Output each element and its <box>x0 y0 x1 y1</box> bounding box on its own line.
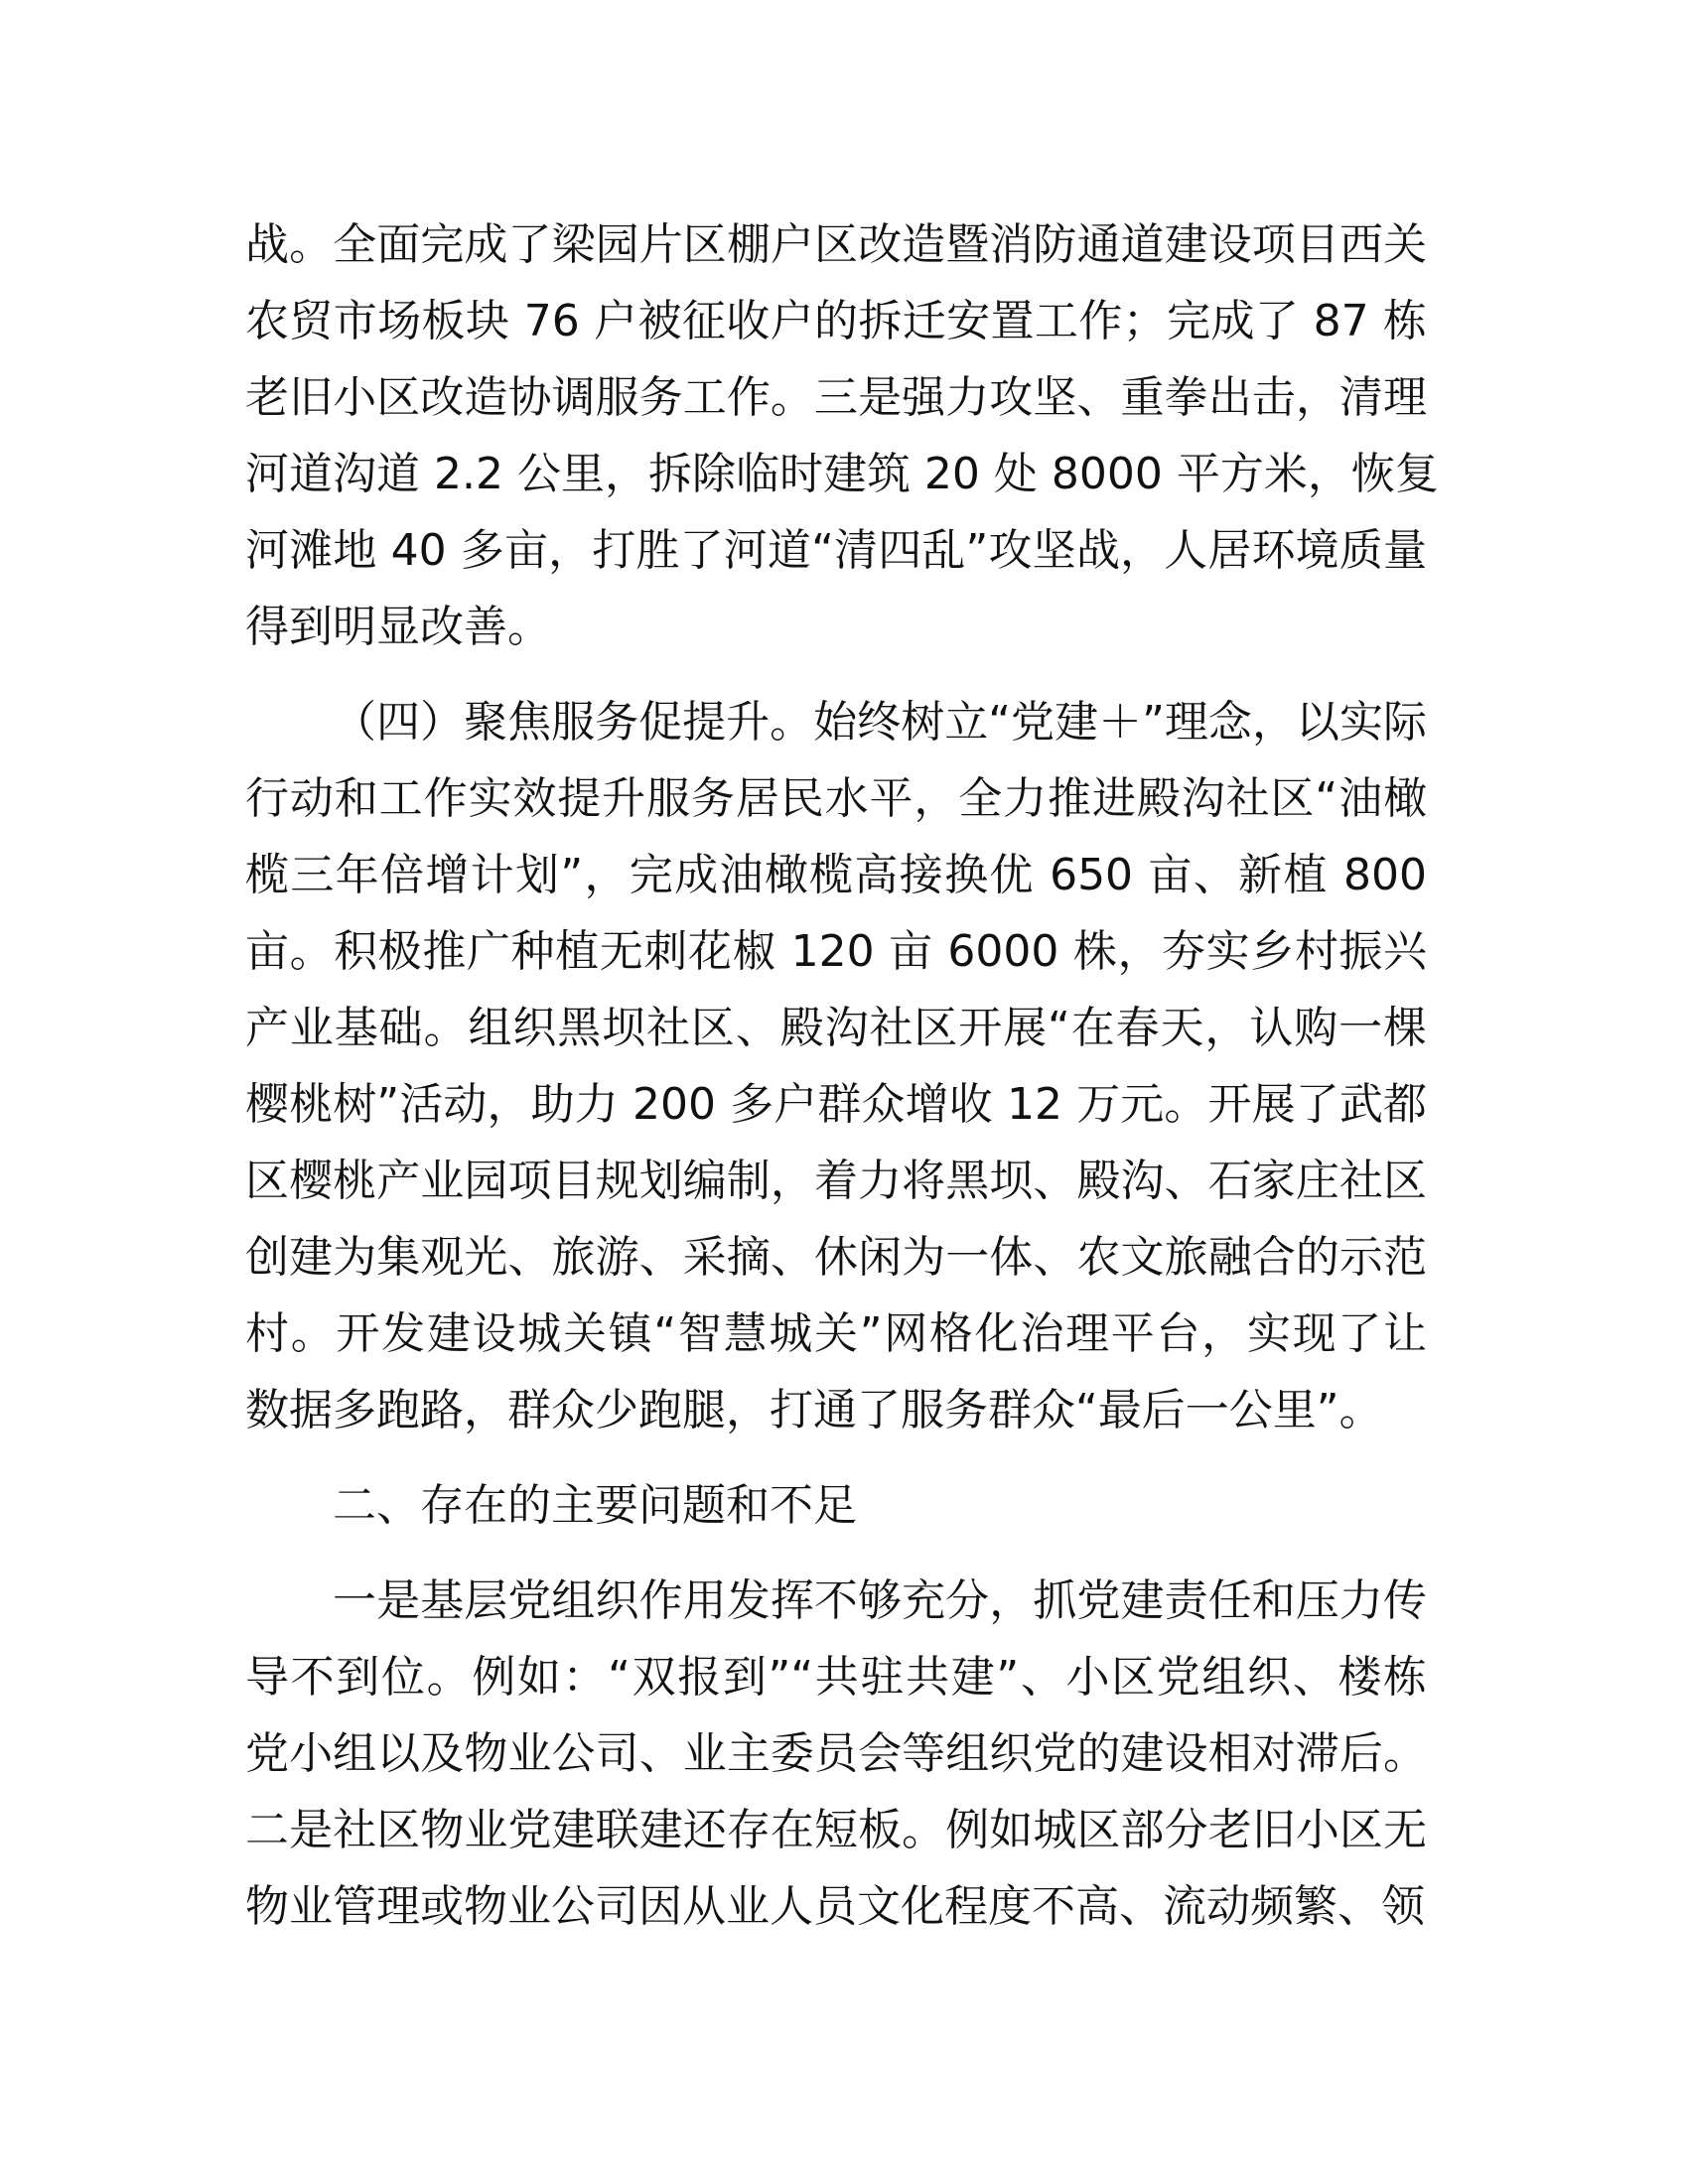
text-line: 一是基层党组织作用发挥不够充分，抓党建责任和压力传 <box>333 1575 1427 1626</box>
text-line: 河滩地 40 多亩，打胜了河道“清四乱”攻坚战，人居环境质量 <box>245 525 1427 576</box>
text-line: 数据多跑路，群众少跑腿，打通了服务群众“最后一公里”。 <box>245 1385 1383 1435</box>
text-line: 二、存在的主要问题和不足 <box>333 1480 857 1531</box>
text-line: 农贸市场板块 76 户被征收户的拆迁安置工作；完成了 87 栋 <box>245 296 1427 346</box>
text-line: 行动和工作实效提升服务居民水平，全力推进殿沟社区“油橄 <box>245 773 1427 824</box>
text-line: 导不到位。例如：“双报到”“共驻共建”、小区党组织、楼栋 <box>245 1652 1427 1703</box>
text-line: 河道沟道 2.2 公里，拆除临时建筑 20 处 8000 平方米，恢复 <box>245 449 1439 499</box>
text-line: 区樱桃产业园项目规划编制，着力将黑坝、殿沟、石家庄社区 <box>245 1156 1427 1206</box>
document-page <box>245 206 1439 1964</box>
text-line: 樱桃树”活动，助力 200 多户群众增收 12 万元。开展了武都 <box>245 1079 1427 1130</box>
text-line: 二是社区物业党建联建还存在短板。例如城区部分老旧小区无 <box>245 1805 1427 1855</box>
text-line: 物业管理或物业公司因从业人员文化程度不高、流动频繁、领 <box>245 1881 1425 1932</box>
text-line: 产业基础。组织黑坝社区、殿沟社区开展“在春天，认购一棵 <box>245 1003 1427 1053</box>
text-line: 村。开发建设城关镇“智慧城关”网格化治理平台，实现了让 <box>245 1308 1427 1359</box>
text-line: 得到明显改善。 <box>245 602 551 652</box>
text-line: 榄三年倍增计划”，完成油橄榄高接换优 650 亩、新植 800 <box>245 850 1427 900</box>
text-line: （四）聚焦服务促提升。始终树立“党建＋”理念，以实际 <box>333 697 1427 748</box>
text-line: 创建为集观光、旅游、采摘、休闲为一体、农文旅融合的示范 <box>245 1232 1427 1283</box>
section-heading <box>245 1467 1427 1544</box>
text-line: 战。全面完成了梁园片区棚户区改造暨消防通道建设项目西关 <box>245 219 1427 270</box>
paragraph <box>245 684 1427 1448</box>
text-line: 党小组以及物业公司、业主委员会等组织党的建设相对滞后。 <box>245 1728 1427 1779</box>
text-line: 老旧小区改造协调服务工作。三是强力攻坚、重拳出击，清理 <box>245 372 1427 423</box>
text-line: 亩。积极推广种植无刺花椒 120 亩 6000 株，夯实乡村振兴 <box>245 926 1427 977</box>
paragraph <box>245 1563 1427 1945</box>
paragraph <box>245 206 1439 665</box>
